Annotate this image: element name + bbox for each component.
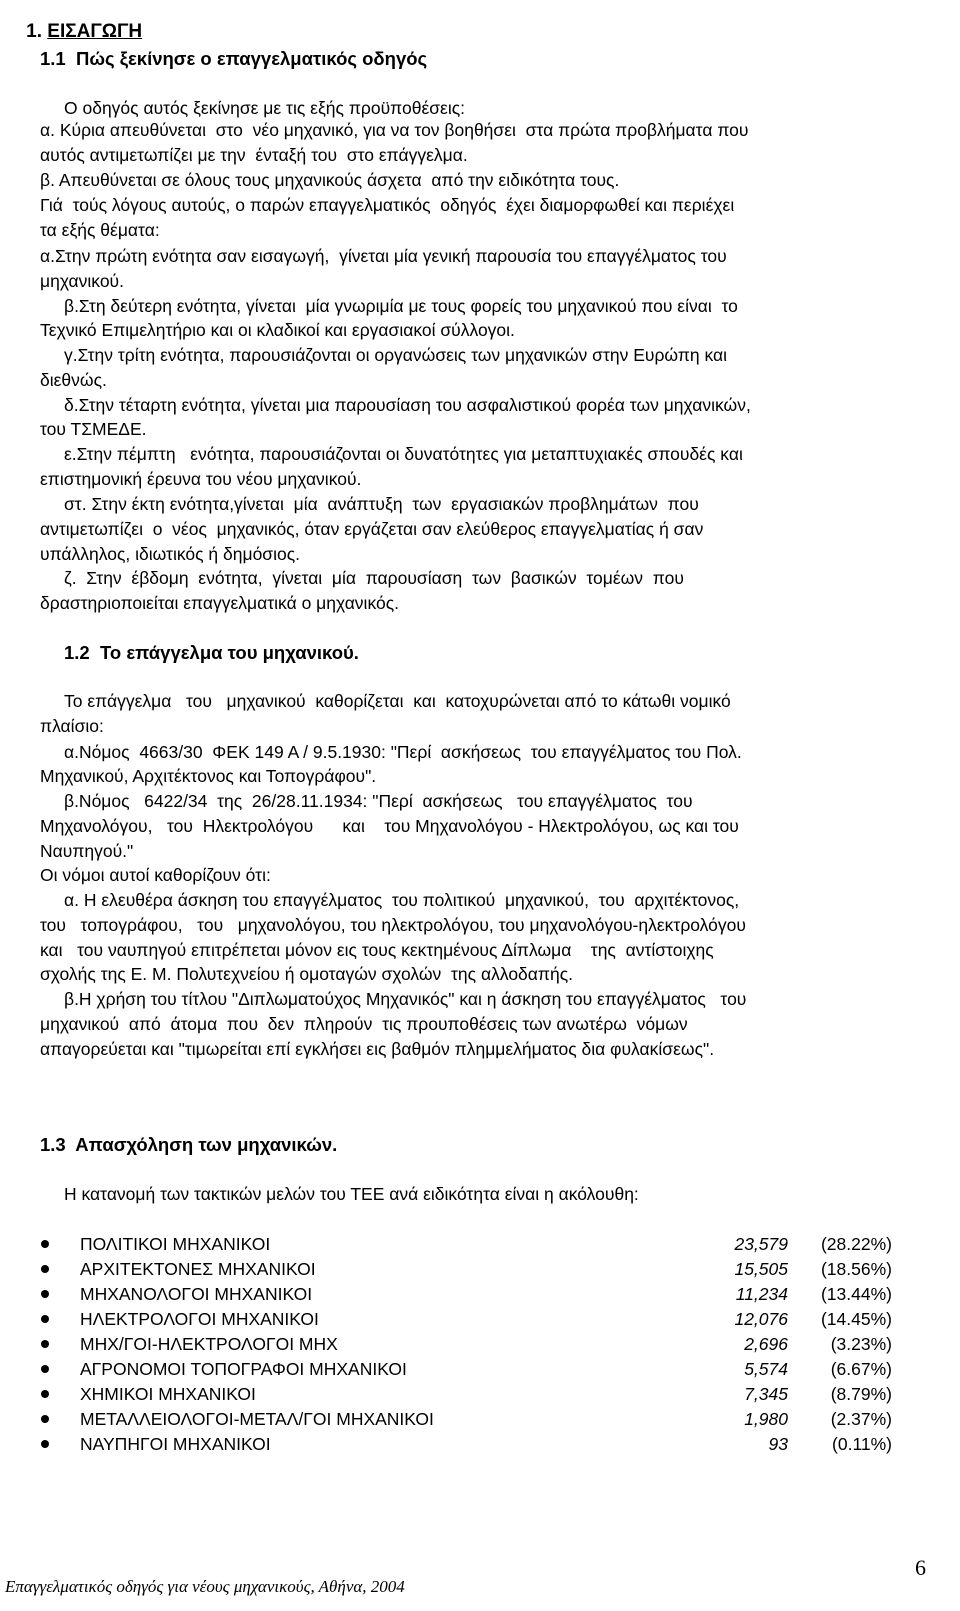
member-percent: (6.67%) (830, 1359, 892, 1379)
paragraph-line: Ο οδηγός αυτός ξεκίνησε με τις εξής προϋποθέσεις: (64, 98, 466, 118)
paragraph-line: δραστηριοποιείται επαγγελματικά ο μηχανικός. (40, 593, 400, 613)
specialty-name: ΑΓΡΟΝΟΜΟΙ ΤΟΠΟΓΡΑΦΟΙ ΜΗΧΑΝΙΚΟΙ (80, 1359, 407, 1379)
paragraph-line: ε.Στην πέμπτη ενότητα, παρουσιάζονται οι δυνατότητες για μεταπτυχιακές σπουδές και (64, 444, 743, 464)
specialty-name: ΑΡΧΙΤΕΚΤΟΝΕΣ ΜΗΧΑΝΙΚΟΙ (80, 1259, 316, 1279)
bullet-icon (41, 1240, 49, 1248)
bullet-icon (41, 1265, 49, 1273)
paragraph-line: Ναυπηγού." (40, 841, 134, 861)
specialty-name: ΗΛΕΚΤΡΟΛΟΓΟΙ ΜΗΧΑΝΙΚΟΙ (80, 1309, 319, 1329)
paragraph-line: α. Κύρια απευθύνεται στο νέο μηχανικό, για να τον βοηθήσει στα πρώτα προβλήματα που (40, 120, 749, 140)
member-percent: (18.56%) (820, 1259, 892, 1279)
paragraph-line: β.Στη δεύτερη ενότητα, γίνεται μία γνωριμία με τους φορείς του μηχανικού που είναι το (64, 296, 738, 316)
specialty-name: ΜΗΧΑΝΟΛΟΓΟΙ ΜΗΧΑΝΙΚΟΙ (80, 1284, 313, 1304)
paragraph-line: του τοπογράφου, του μηχανολόγου, του ηλεκτρολόγου, του μηχανολόγου-ηλεκτρολόγου (40, 915, 746, 935)
member-percent: (8.79%) (830, 1384, 892, 1404)
specialty-name: ΠΟΛΙΤΙΚΟΙ ΜΗΧΑΝΙΚΟΙ (80, 1234, 271, 1254)
paragraph-line: Τεχνικό Επιμελητήριο και οι κλαδικοί και εργασιακοί σύλλογοι. (40, 320, 515, 340)
bullet-icon (41, 1415, 49, 1423)
paragraph-line: υπάλληλος, ιδιωτικός ή δημόσιος. (40, 544, 301, 564)
paragraph-line: Μηχανολόγου, του Ηλεκτρολόγου και του Μηχανολόγου - Ηλεκτρολόγου, ως και του (40, 816, 739, 836)
member-percent: (28.22%) (820, 1234, 892, 1254)
specialty-name: ΧΗΜΙΚΟΙ ΜΗΧΑΝΙΚΟΙ (80, 1384, 256, 1404)
member-count: 12,076 (734, 1309, 788, 1329)
page-number: 6 (915, 1555, 926, 1580)
bullet-icon (41, 1365, 49, 1373)
paragraph-line: μηχανικού. (40, 271, 124, 291)
section-title: ΕΙΣΑΓΩΓΗ (47, 21, 143, 42)
paragraph-line: β. Απευθύνεται σε όλους τους μηχανικούς άσχετα από την ειδικότητα τους. (40, 170, 620, 190)
paragraph-line: απαγορεύεται και "τιμωρείται επί εγκλήσει εις βαθμόν πλημμελήματος δια φυλακίσεως". (40, 1039, 715, 1059)
paragraph-line: διεθνώς. (40, 370, 107, 390)
paragraph-line: α. Η ελευθέρα άσκηση του επαγγέλματος του πολιτικού μηχανικού, του αρχιτέκτονος, (64, 890, 740, 910)
paragraph-line: επιστημονική έρευνα του νέου μηχανικού. (40, 469, 362, 489)
member-percent: (13.44%) (820, 1284, 892, 1304)
paragraph-line: α.Νόμος 4663/30 ΦΕΚ 149 Α / 9.5.1930: "Περί ασκήσεως του επαγγέλματος του Πολ. (64, 742, 742, 762)
paragraph-line: μηχανικού από άτομα που δεν πληρούν τις προυποθέσεις των ανωτέρω νόμων (40, 1014, 688, 1034)
paragraph-line: στ. Στην έκτη ενότητα,γίνεται μία ανάπτυξη των εργασιακών προβλημάτων που (64, 494, 699, 514)
bullet-icon (41, 1390, 49, 1398)
subsection-title-1-2: 1.2 Το επάγγελμα του μηχανικού. (64, 642, 359, 663)
member-count: 5,574 (744, 1359, 788, 1379)
bullet-icon (41, 1315, 49, 1323)
bullet-icon (41, 1440, 49, 1448)
paragraph-line: πλαίσιο: (40, 716, 104, 736)
paragraph-line: τα εξής θέματα: (40, 220, 160, 240)
member-count: 2,696 (744, 1334, 788, 1354)
specialty-name: ΜΕΤΑΛΛΕΙΟΛΟΓΟΙ-ΜΕΤΑΛ/ΓΟΙ ΜΗΧΑΝΙΚΟΙ (80, 1409, 434, 1429)
member-count: 7,345 (744, 1384, 788, 1404)
member-count: 15,505 (734, 1259, 788, 1279)
specialty-name: ΝΑΥΠΗΓΟΙ ΜΗΧΑΝΙΚΟΙ (80, 1434, 271, 1454)
table-intro: Η κατανομή των τακτικών μελών του ΤΕΕ ανά ειδικότητα είναι η ακόλουθη: (64, 1184, 639, 1204)
paragraph-line: β.Νόμος 6422/34 της 26/28.11.1934: "Περί ασκήσεως του επαγγέλματος του (64, 791, 693, 811)
paragraph-line: δ.Στην τέταρτη ενότητα, γίνεται μια παρουσίαση του ασφαλιστικού φορέα των μηχανικών, (64, 395, 751, 415)
paragraph-line: αυτός αντιμετωπίζει με την ένταξή του στο επάγγελμα. (40, 145, 468, 165)
member-percent: (14.45%) (820, 1309, 892, 1329)
paragraph-line: Οι νόμοι αυτοί καθορίζουν ότι: (40, 865, 271, 885)
paragraph-line: αντιμετωπίζει ο νέος μηχανικός, όταν εργάζεται σαν ελεύθερος επαγγελματίας ή σαν (40, 519, 704, 539)
subsection-title-1-1: 1.1 Πώς ξεκίνησε ο επαγγελματικός οδηγός (40, 48, 428, 69)
member-count: 1,980 (744, 1409, 788, 1429)
paragraph-line: και του ναυπηγού επιτρέπεται μόνον εις τους κεκτημένους Δίπλωμα της αντίστοιχης (40, 940, 714, 960)
bullet-icon (41, 1340, 49, 1348)
member-count: 11,234 (735, 1284, 788, 1304)
paragraph-line: του ΤΣΜΕΔΕ. (40, 419, 147, 439)
specialty-name: ΜΗΧ/ΓΟΙ-ΗΛΕΚΤΡΟΛΟΓΟΙ ΜΗΧ (80, 1334, 338, 1354)
paragraph-line: ζ. Στην έβδομη ενότητα, γίνεται μία παρουσίαση των βασικών τομέων που (64, 568, 684, 588)
page-footer: Επαγγελματικός οδηγός για νέους μηχανικούς, Αθήνα, 2004 (5, 1577, 405, 1596)
paragraph-line: β.Η χρήση του τίτλου "Διπλωματούχος Μηχανικός" και η άσκηση του επαγγέλματος του (64, 989, 747, 1009)
member-count: 93 (768, 1434, 788, 1454)
member-percent: (0.11%) (832, 1434, 892, 1454)
paragraph-line: Μηχανικού, Αρχιτέκτονος και Τοπογράφου". (40, 766, 377, 786)
section-number: 1. (26, 21, 42, 42)
member-percent: (2.37%) (830, 1409, 892, 1429)
paragraph-line: Γιά τούς λόγους αυτούς, ο παρών επαγγελματικός οδηγός έχει διαμορφωθεί και περιέχει (40, 195, 735, 215)
bullet-icon (41, 1290, 49, 1298)
paragraph-line: γ.Στην τρίτη ενότητα, παρουσιάζονται οι οργανώσεις των μηχανικών στην Ευρώπη και (64, 345, 728, 365)
paragraph-line: α.Στην πρώτη ενότητα σαν εισαγωγή, γίνεται μία γενική παρουσία του επαγγέλματος του (40, 246, 727, 266)
member-count: 23,579 (734, 1234, 788, 1254)
paragraph-line: Το επάγγελμα του μηχανικού καθορίζεται και κατοχυρώνεται από το κάτωθι νομικό (64, 691, 731, 711)
subsection-title-1-3: 1.3 Απασχόληση των μηχανικών. (40, 1134, 338, 1155)
member-percent: (3.23%) (830, 1334, 892, 1354)
paragraph-line: σχολής της Ε. Μ. Πολυτεχνείου ή ομοταγών σχολών της αλλοδαπής. (40, 964, 574, 984)
